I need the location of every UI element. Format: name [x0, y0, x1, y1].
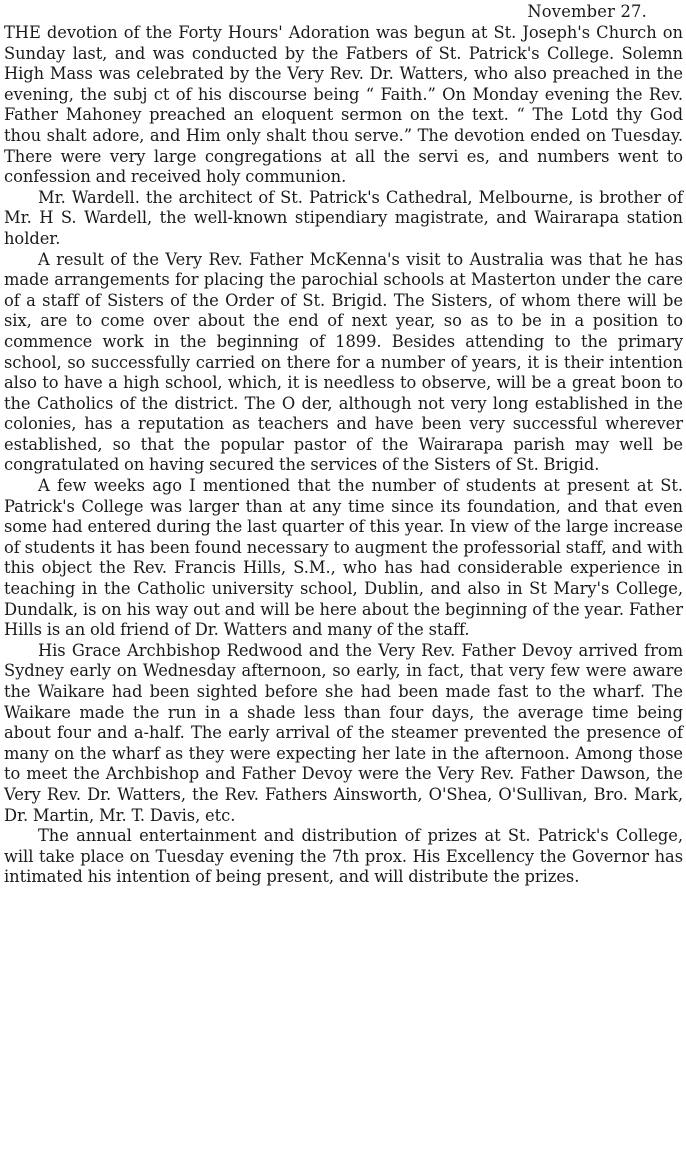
paragraph-archbishop-arrival: His Grace Archbishop Redwood and the Very Rev. Father Devoy arrived from Sydney early on Wednesday afternoon, so early, in fact, that very few were aware the Waikare had been sighted before she had been made fast to the wharf. The Waikare made the run in a shade less than four days, the average time being about four and a-half. The early arrival of the steamer prevented the presence of many on the wharf as they were expecting her late in the afternoon. Among those to meet the Archbishop and Father Devoy were the Very Rev. Father Dawson, the Very Rev. Dr. Watters, the Rev. Fathers Ainsworth, O'Shea, O'Sullivan, Bro. Mark, Dr. Martin, Mr. T. Davis, etc. — [4, 640, 683, 825]
paragraph-sisters-of-st-brigid: A result of the Very Rev. Father McKenna's visit to Australia was that he has made arrangements for placing the parochial schools at Masterton under the care of a staff of Sisters of the Order of St. Brigid. The Sisters, of whom there will be six, are to come over about the end of next year, so as to be in a position to commence work in the beginning of 1899. Besides attending to the primary school, so successfully carried on there for a number of years, it is their intention also to have a high school, which, it is needless to observe, will be a great boon to the Catholics of the district. The O der, although not very long established in the colonies, has a reputation as teachers and have been very successful wherever established, so that the popular pastor of the Wairarapa parish may well be congratulated on having secured the services of the Sisters of St. Brigid. — [4, 249, 683, 475]
paragraph-prize-distribution: The annual entertainment and distribution of prizes at St. Patrick's College, will take place on Tuesday evening the 7th prox. His Excellency the Governor has intimated his intention of being present, and will distribute the prizes. — [4, 826, 683, 887]
paragraph-mr-wardell: Mr. Wardell. the architect of St. Patrick's Cathedral, Melbourne, is brother of Mr. H S. Wardell, the well-known stipendiary magistrate, and Wairarapa station holder. — [4, 187, 683, 248]
paragraph-forty-hours-adoration: THE devotion of the Forty Hours' Adoration was begun at St. Joseph's Church on Sunday last, and was conducted by the Fatbers of St. Patrick's College. Solemn High Mass was celebrated by the Very Rev. Dr. Watters, who also preached in the evening, the subj ct of his discourse being “ Faith.” On Monday evening the Rev. Father Mahoney preached an eloquent sermon on the text. “ The Lotd thy God thou shalt adore, and Him only shalt thou serve.” The devotion ended on Tuesday. There were very large congregations at all the servi es, and numbers went to confession and received holy communion. — [4, 23, 683, 187]
dateline: November 27. — [527, 2, 647, 21]
paragraph-students-and-staff: A few weeks ago I mentioned that the number of students at present at St. Patrick's College was larger than at any time since its foundation, and that even some had entered during the last quarter of this year. In view of the large increase of students it has been found necessary to augment the professorial staff, and with this object the Rev. Francis Hills, S.M., who has had considerable experience in teaching in the Catholic university school, Dublin, and also in St Mary's College, Dundalk, is on his way out and will be here about the beginning of the year. Father Hills is an old friend of Dr. Watters and many of the staff. — [4, 476, 683, 640]
